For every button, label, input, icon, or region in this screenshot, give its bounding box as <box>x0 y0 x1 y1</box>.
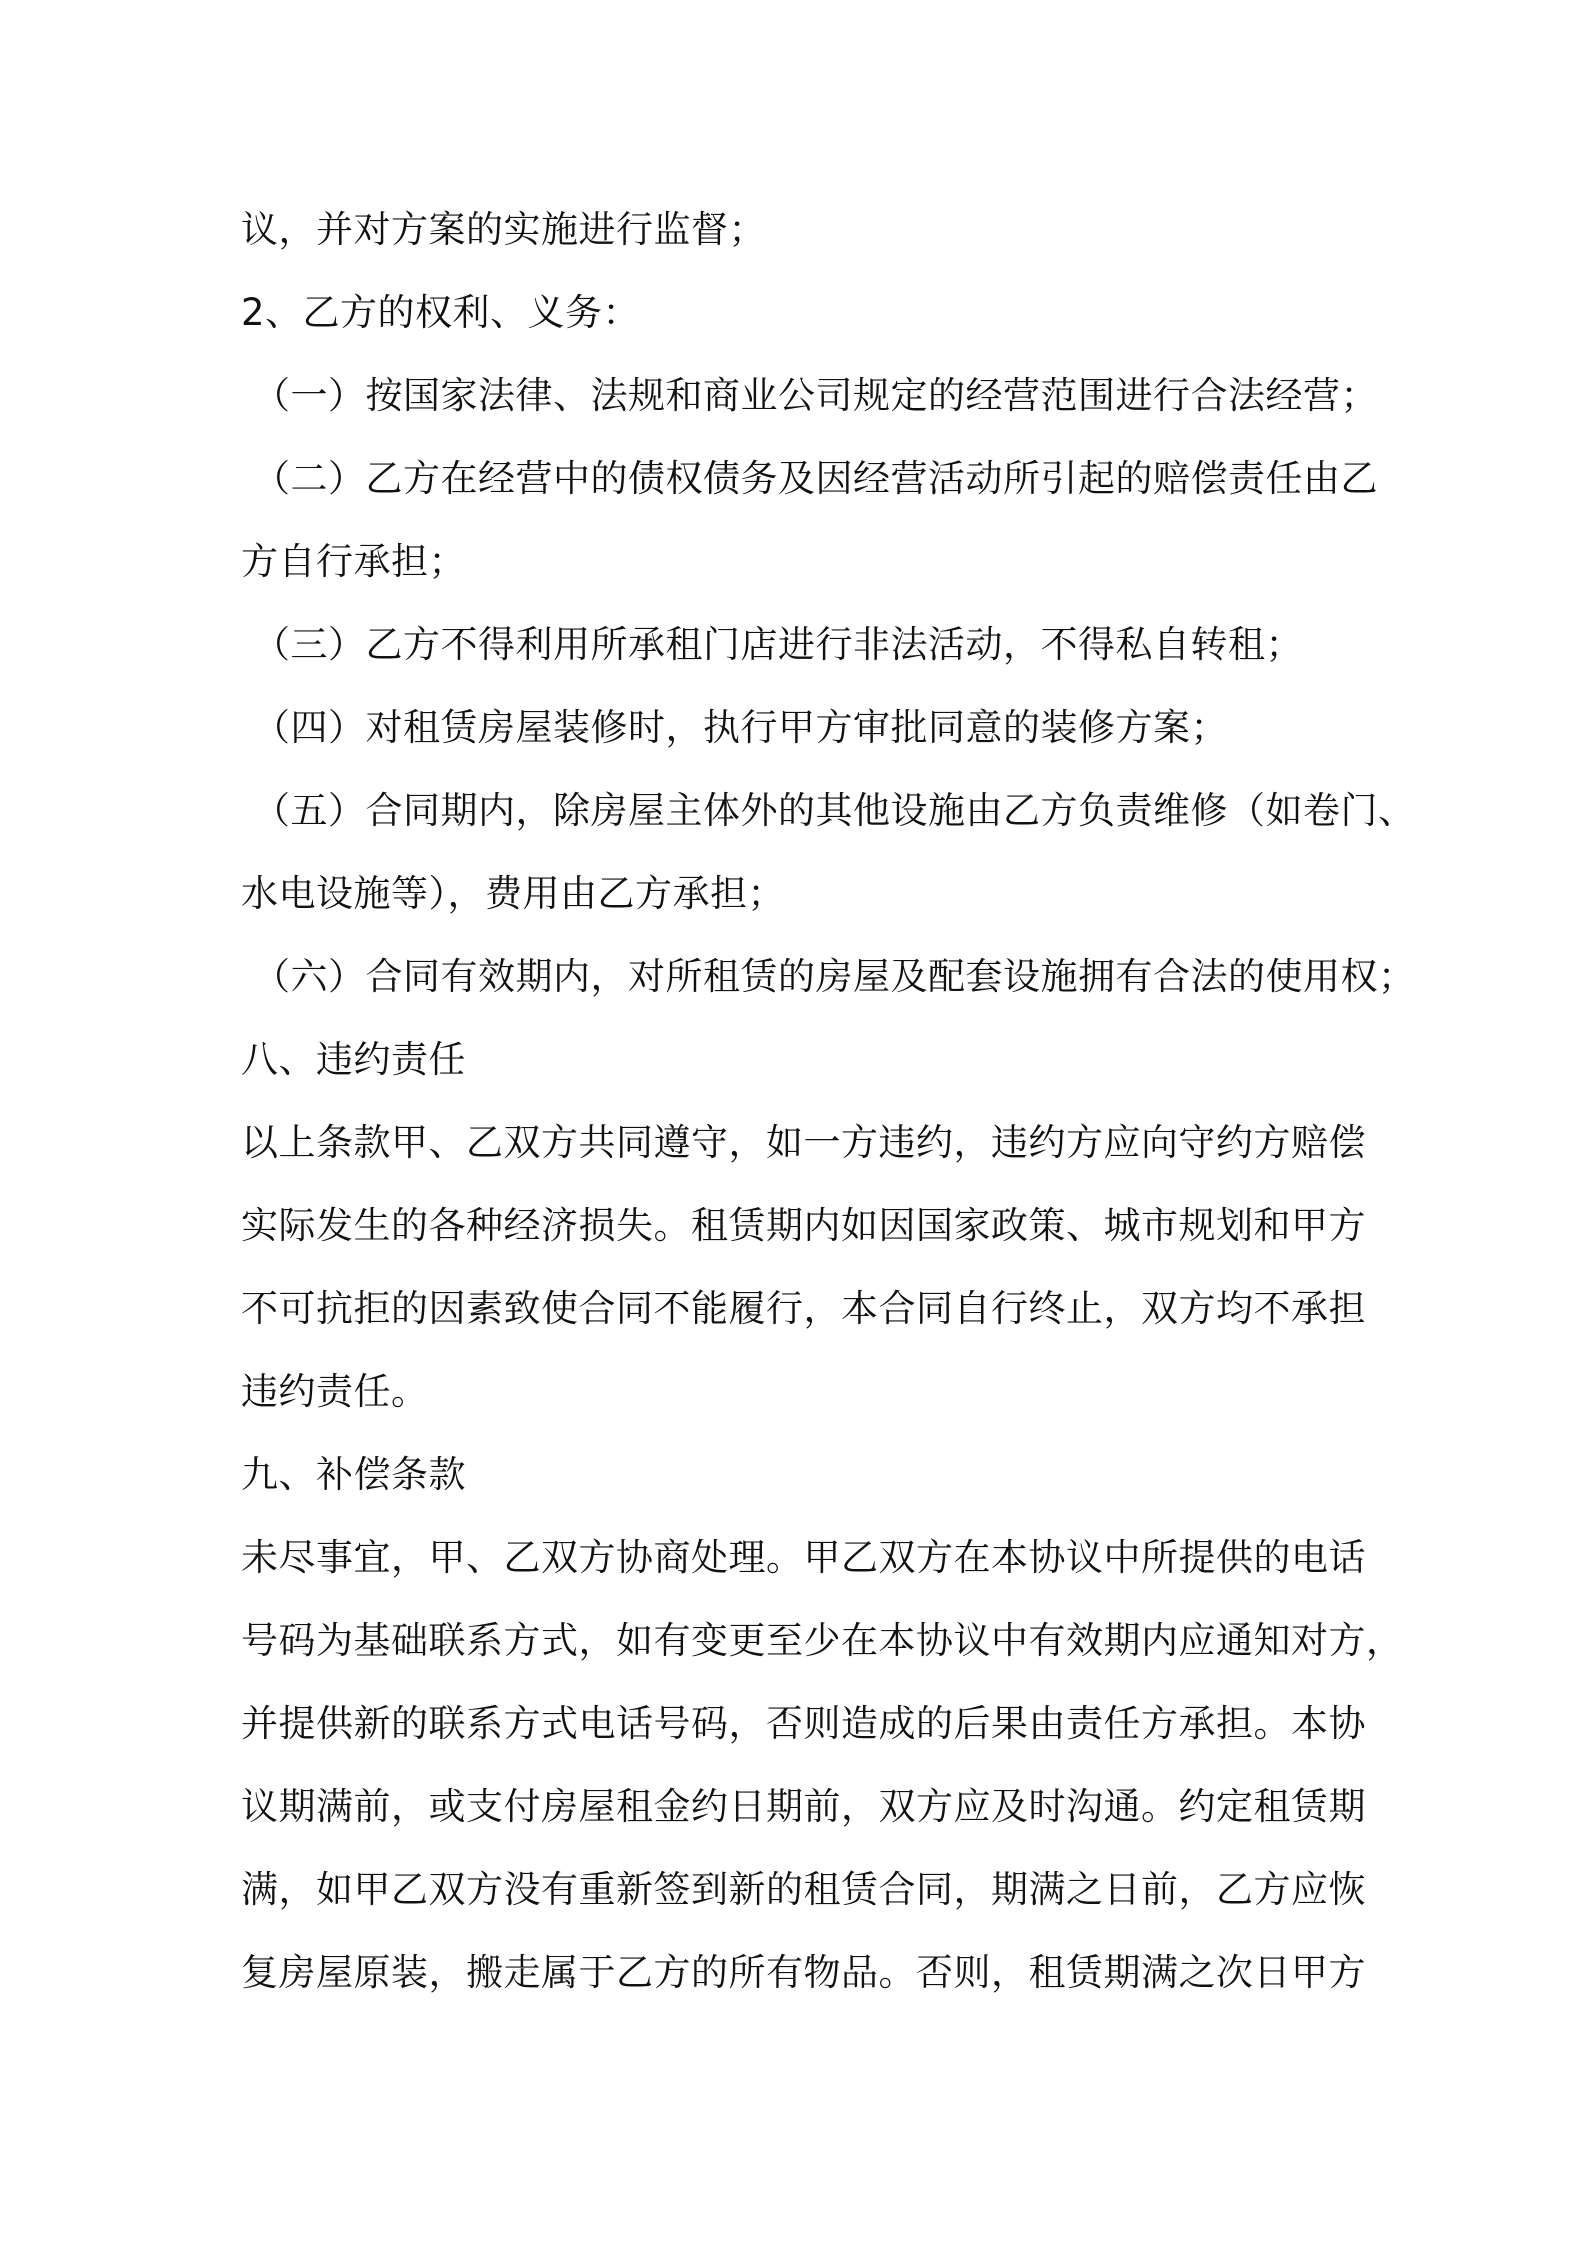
text-line: 违约责任。 <box>241 1370 429 1413</box>
text-line: 议期满前，或支付房屋租金约日期前，双方应及时沟通。约定租赁期 <box>241 1785 1366 1828</box>
document-body <box>241 188 1416 2014</box>
text-line: 未尽事宜，甲、乙双方协商处理。甲乙双方在本协议中所提供的电话 <box>241 1536 1366 1579</box>
text-line: 不可抗拒的因素致使合同不能履行，本合同自行终止，双方均不承担 <box>241 1287 1366 1330</box>
text-line: 号码为基础联系方式，如有变更至少在本协议中有效期内应通知对方， <box>241 1619 1404 1662</box>
text-line: 方自行承担； <box>241 540 466 583</box>
section-heading: 九、补偿条款 <box>241 1453 466 1496</box>
text-line: 并提供新的联系方式电话号码，否则造成的后果由责任方承担。本协 <box>241 1702 1366 1745</box>
clause-item: （二）乙方在经营中的债权债务及因经营活动所引起的赔偿责任由乙 <box>253 457 1378 500</box>
clause-item: （四）对租赁房屋装修时，执行甲方审批同意的装修方案； <box>253 706 1228 749</box>
clause-item: （五）合同期内，除房屋主体外的其他设施由乙方负责维修（如卷门、 <box>253 789 1416 832</box>
text-line: 以上条款甲、乙双方共同遵守，如一方违约，违约方应向守约方赔偿 <box>241 1121 1366 1164</box>
section-heading: 八、违约责任 <box>241 1038 466 1081</box>
text-line: 复房屋原装，搬走属于乙方的所有物品。否则，租赁期满之次日甲方 <box>241 1951 1366 1994</box>
clause-item: （一）按国家法律、法规和商业公司规定的经营范围进行合法经营； <box>253 374 1378 417</box>
clause-item: （六）合同有效期内，对所租赁的房屋及配套设施拥有合法的使用权； <box>253 955 1416 998</box>
text-line: 议，并对方案的实施进行监督； <box>241 208 766 251</box>
section-heading: 2、乙方的权利、义务： <box>241 291 641 334</box>
clause-item: （三）乙方不得利用所承租门店进行非法活动，不得私自转租； <box>253 623 1303 666</box>
text-line: 满，如甲乙双方没有重新签到新的租赁合同，期满之日前，乙方应恢 <box>241 1868 1366 1911</box>
text-line: 实际发生的各种经济损失。租赁期内如因国家政策、城市规划和甲方 <box>241 1204 1366 1247</box>
text-line: 水电设施等），费用由乙方承担； <box>241 872 785 915</box>
